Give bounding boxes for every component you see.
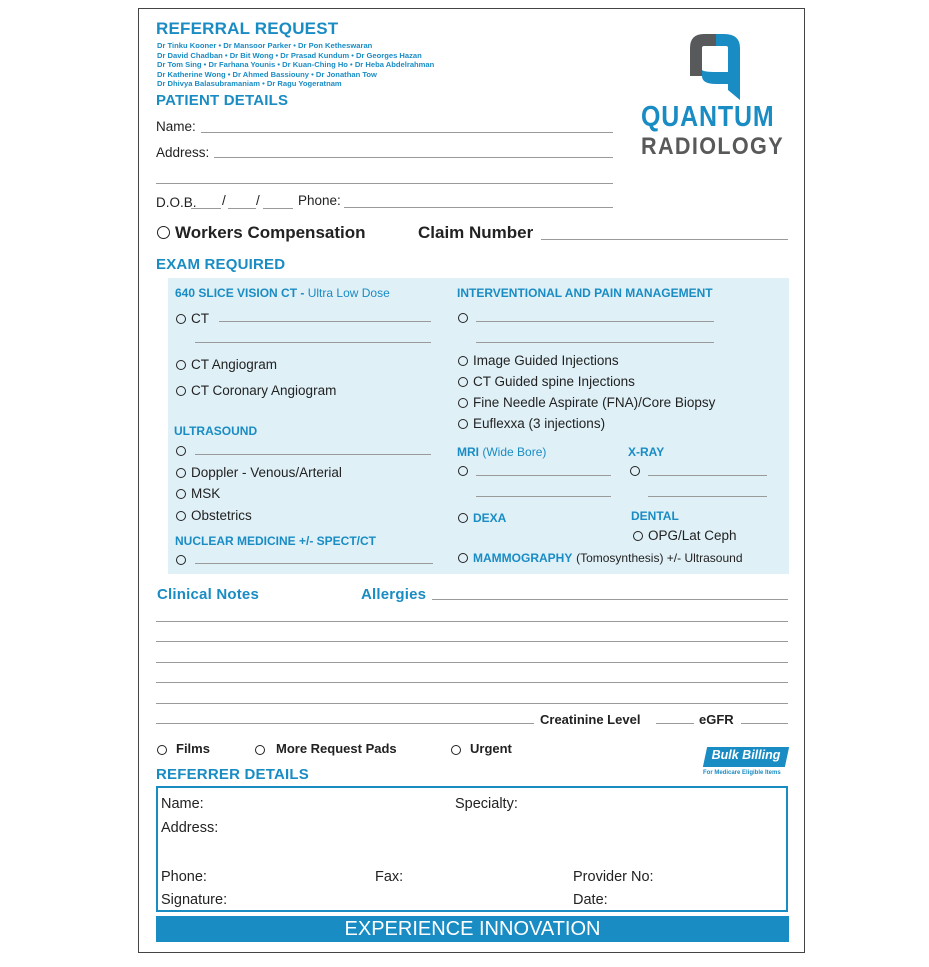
dob-separator: / [256, 193, 260, 208]
doctor-line: Dr Tom Sing • Dr Farhana Younis • Dr Kuan-Ching Ho • Dr Heba Abdelrahman [157, 60, 435, 70]
radio-icon[interactable] [458, 377, 468, 387]
interventional-detail-field[interactable] [476, 321, 714, 322]
urgent-option[interactable] [451, 741, 512, 756]
clinical-notes-line[interactable] [156, 641, 788, 642]
referrer-signature-label: Signature: [161, 892, 228, 908]
mri-heading-text: MRI [457, 445, 479, 459]
radio-icon[interactable] [458, 553, 468, 563]
doctor-list [157, 41, 434, 89]
clinical-notes-line[interactable] [156, 662, 788, 663]
image-guided-option[interactable] [458, 353, 619, 368]
radio-icon[interactable] [176, 489, 186, 499]
referrer-heading: REFERRER DETAILS [156, 766, 309, 783]
logo-radiology-text: RADIOLOGY [641, 133, 784, 160]
fna-label: Fine Needle Aspirate (FNA)/Core Biopsy [473, 395, 716, 410]
clinical-notes-line[interactable] [156, 621, 788, 622]
interventional-heading: INTERVENTIONAL AND PAIN MANAGEMENT [457, 286, 713, 300]
radio-icon[interactable] [630, 466, 640, 476]
workers-comp-label: Workers Compensation [175, 223, 366, 242]
ct-detail-field-2[interactable] [195, 342, 431, 343]
radio-icon[interactable] [451, 745, 461, 755]
radio-icon[interactable] [176, 511, 186, 521]
ct-spine-label: CT Guided spine Injections [473, 374, 635, 389]
euflexxa-label: Euflexxa (3 injections) [473, 416, 606, 431]
radio-icon[interactable] [633, 531, 643, 541]
exam-required-heading: EXAM REQUIRED [156, 256, 286, 273]
ct-coronary-label: CT Coronary Angiogram [191, 383, 337, 398]
doctor-line: Dr David Chadban • Dr Bit Wong • Dr Prasad Kundum • Dr Georges Hazan [157, 50, 422, 60]
obstetrics-option[interactable] [176, 508, 252, 523]
patient-address-label: Address: [156, 145, 210, 160]
ct-angiogram-option[interactable] [176, 357, 277, 372]
mri-sub-text: (Wide Bore) [482, 445, 547, 459]
egfr-label: eGFR [699, 712, 734, 727]
nuclear-medicine-heading: NUCLEAR MEDICINE +/- SPECT/CT [175, 534, 377, 548]
clinical-notes-label: Clinical Notes [157, 586, 259, 603]
mri-option[interactable] [458, 463, 473, 478]
msk-label: MSK [191, 486, 221, 501]
urgent-label: Urgent [470, 741, 512, 756]
radio-icon[interactable] [157, 745, 167, 755]
doctor-line: Dr Dhivya Balasubramaniam • Dr Ragu Yogeratnam [157, 79, 342, 89]
radio-icon[interactable] [458, 356, 468, 366]
egfr-field[interactable] [741, 723, 788, 724]
radio-icon[interactable] [157, 226, 170, 239]
msk-option[interactable] [176, 486, 220, 501]
xray-detail-field[interactable] [648, 475, 767, 476]
ct-label: CT [191, 311, 209, 326]
radio-icon[interactable] [176, 360, 186, 370]
nuclear-option[interactable] [176, 552, 191, 567]
ct-heading-text: 640 SLICE VISION CT - [175, 286, 305, 300]
referrer-date-label: Date: [573, 892, 608, 908]
patient-name-field[interactable] [201, 132, 613, 133]
radio-icon[interactable] [255, 745, 265, 755]
radio-icon[interactable] [176, 555, 186, 565]
mammography-sub-label: (Tomosynthesis) +/- Ultrasound [576, 551, 743, 565]
ct-coronary-option[interactable] [176, 383, 336, 398]
xray-option[interactable] [630, 463, 645, 478]
referrer-provider-label: Provider No: [573, 869, 654, 885]
doppler-option[interactable] [176, 465, 342, 480]
dexa-label: DEXA [473, 511, 507, 525]
ultrasound-other-option[interactable] [176, 443, 191, 458]
referrer-name-label: Name: [161, 796, 204, 812]
quantum-logo-icon [686, 30, 744, 102]
bulk-billing-sub: For Medicare Eligible Items [703, 770, 781, 776]
patient-phone-field[interactable] [344, 207, 613, 208]
workers-comp-option[interactable] [157, 223, 366, 243]
patient-address-field[interactable] [214, 157, 613, 158]
ct-detail-field[interactable] [219, 321, 431, 322]
fna-option[interactable] [458, 395, 715, 410]
ultrasound-heading: ULTRASOUND [174, 424, 258, 438]
ct-heading [175, 286, 390, 300]
creatinine-label: Creatinine Level [540, 712, 641, 727]
referrer-fax-label: Fax: [375, 869, 404, 885]
bulk-billing-label: Bulk Billing [711, 748, 781, 762]
films-label: Films [176, 741, 210, 756]
radio-icon[interactable] [458, 398, 468, 408]
radio-icon[interactable] [176, 386, 186, 396]
ct-option[interactable] [176, 311, 209, 326]
clinical-notes-line[interactable] [156, 723, 534, 724]
ultrasound-detail-field[interactable] [195, 454, 431, 455]
request-pads-option[interactable] [255, 741, 397, 756]
logo-quantum-text: QUANTUM [641, 101, 775, 133]
dexa-option[interactable] [458, 510, 506, 525]
creatinine-field[interactable] [656, 723, 694, 724]
opg-option[interactable] [633, 528, 737, 543]
allergies-field[interactable] [432, 599, 788, 600]
patient-address-field-2[interactable] [156, 183, 613, 184]
interventional-detail-field-2[interactable] [476, 342, 714, 343]
patient-name-label: Name: [156, 119, 196, 134]
clinical-notes-line[interactable] [156, 703, 788, 704]
ct-sub-text: Ultra Low Dose [307, 286, 390, 300]
referrer-address-label: Address: [161, 820, 219, 836]
radio-icon[interactable] [458, 313, 468, 323]
radio-icon[interactable] [458, 466, 468, 476]
patient-details-heading: PATIENT DETAILS [156, 92, 289, 109]
referrer-specialty-label: Specialty: [455, 796, 518, 812]
mammography-label: MAMMOGRAPHY [473, 551, 573, 565]
phone-label: Phone: [298, 193, 341, 208]
allergies-label: Allergies [361, 586, 427, 603]
doppler-label: Doppler - Venous/Arterial [191, 465, 342, 480]
request-pads-label: More Request Pads [276, 741, 397, 756]
ct-angiogram-label: CT Angiogram [191, 357, 278, 372]
dob-separator: / [222, 193, 226, 208]
radio-icon[interactable] [458, 419, 468, 429]
films-option[interactable] [157, 741, 210, 756]
radio-icon[interactable] [176, 314, 186, 324]
obstetrics-label: Obstetrics [191, 508, 252, 523]
claim-number-field[interactable] [541, 239, 788, 240]
dob-day-field[interactable] [191, 208, 221, 209]
dob-label: D.O.B. [156, 195, 197, 210]
radio-icon[interactable] [176, 468, 186, 478]
mri-detail-field-2[interactable] [476, 496, 611, 497]
mri-heading [457, 445, 546, 459]
doctor-line: Dr Tinku Kooner • Dr Mansoor Parker • Dr Pon Ketheswaran [157, 41, 373, 50]
radio-icon[interactable] [176, 446, 186, 456]
ct-spine-option[interactable] [458, 374, 635, 389]
image-guided-label: Image Guided Injections [473, 353, 619, 368]
doctor-line: Dr Katherine Wong • Dr Ahmed Bassiouny • Dr Jonathan Tow [157, 69, 377, 79]
mammography-option[interactable] [458, 550, 743, 565]
referrer-phone-label: Phone: [161, 869, 207, 885]
claim-number-label: Claim Number [418, 223, 534, 242]
mri-detail-field[interactable] [476, 475, 611, 476]
clinical-notes-line[interactable] [156, 682, 788, 683]
footer-banner: EXPERIENCE INNOVATION [156, 916, 789, 942]
radio-icon[interactable] [458, 513, 468, 523]
nuclear-detail-field[interactable] [195, 563, 433, 564]
form-title: REFERRAL REQUEST [156, 19, 339, 38]
interventional-other-option[interactable] [458, 310, 473, 325]
xray-detail-field-2[interactable] [648, 496, 767, 497]
xray-heading: X-RAY [628, 445, 665, 459]
euflexxa-option[interactable] [458, 416, 605, 431]
dob-year-field[interactable] [263, 208, 293, 209]
dob-month-field[interactable] [228, 208, 256, 209]
dental-heading: DENTAL [631, 509, 679, 523]
opg-label: OPG/Lat Ceph [648, 528, 737, 543]
